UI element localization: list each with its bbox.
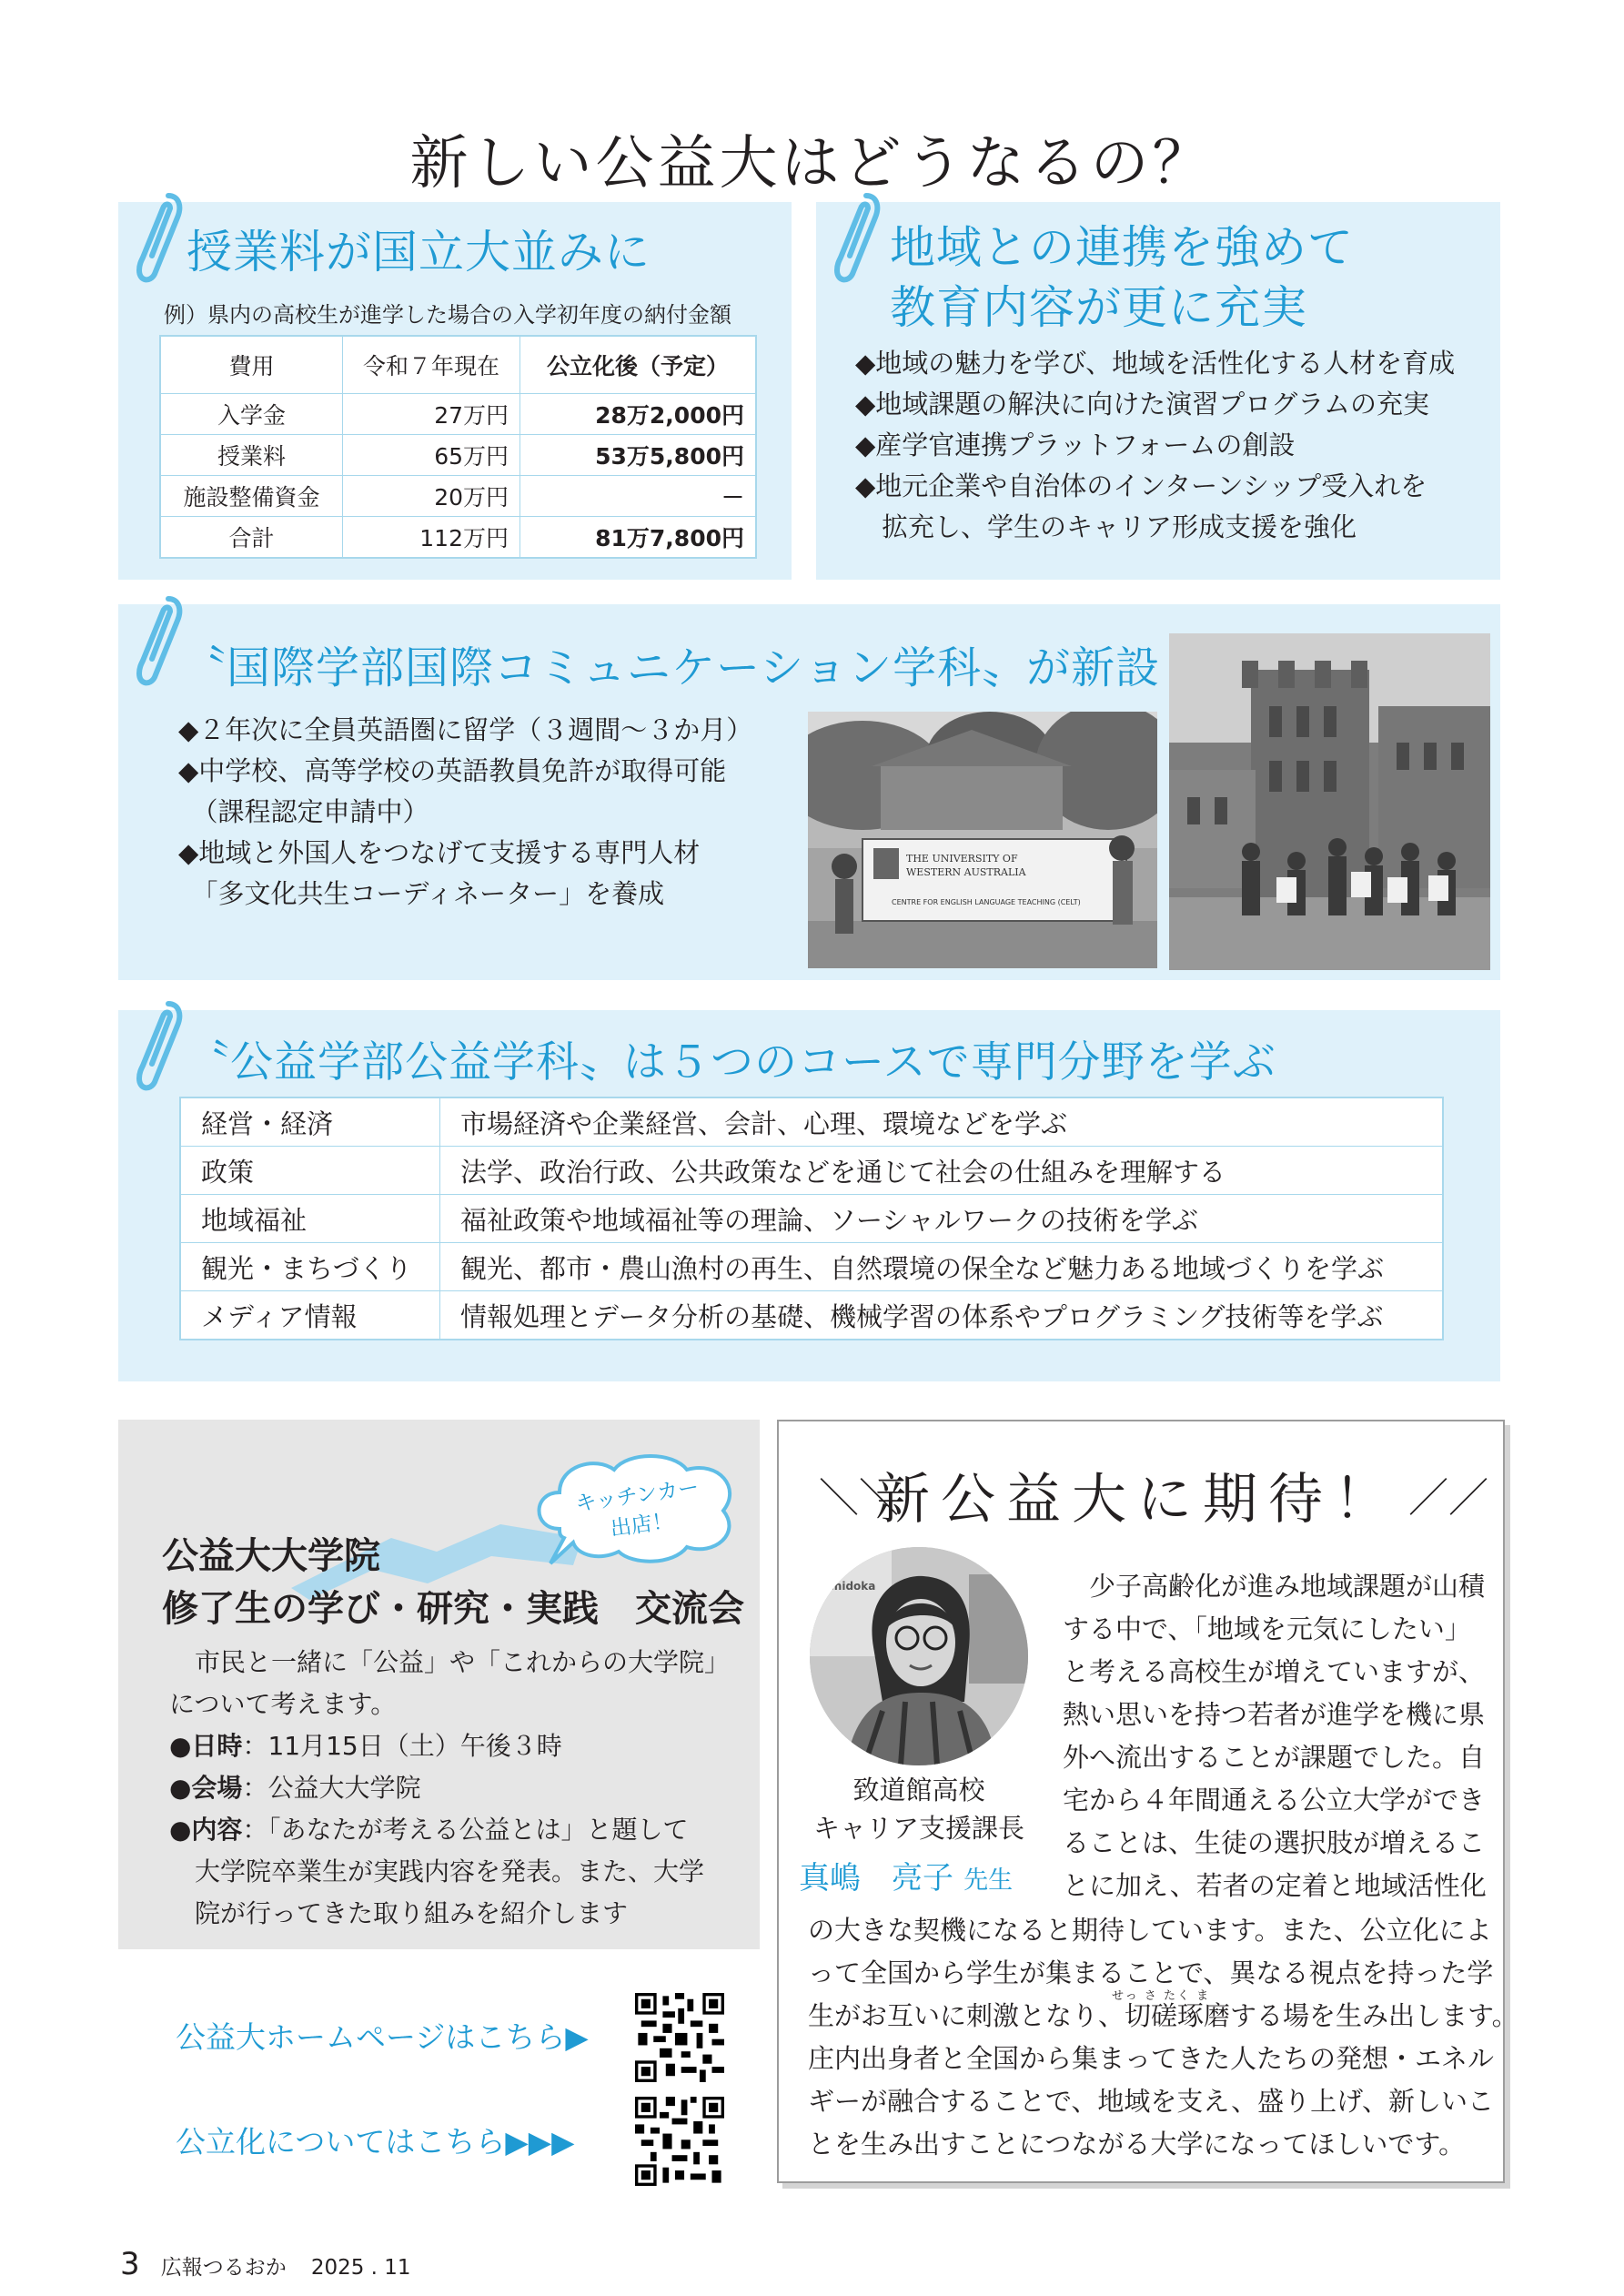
intl-heading: 〝国際学部国際コミュニケーション学科〟が新設: [182, 642, 1161, 693]
table-cell: －: [520, 476, 757, 517]
course-desc: 市場経済や企業経営、会計、心理、環境などを学ぶ: [440, 1097, 1444, 1147]
venue-label: ●会場: [169, 1773, 243, 1803]
speaker-name: [799, 1853, 1013, 1897]
list-item: ◆地域課題の解決に向けた演習プログラムの充実: [855, 389, 1430, 420]
public-link[interactable]: 公立化についてはこちら▶▶▶: [176, 2124, 575, 2159]
courses-heading: 〝公益学部公益学科〟は５つのコースで専門分野を学ぶ: [187, 1037, 1276, 1087]
body-line: 少子高齢化が進み地域課題が山積: [1063, 1571, 1486, 1602]
body-line: と考える高校生が増えていますが、: [1063, 1656, 1486, 1687]
table-row: [180, 1291, 1443, 1340]
table-cell: 81万7,800円: [520, 517, 757, 559]
table-row: [160, 435, 756, 476]
course-name: 政策: [180, 1147, 440, 1195]
intl-list: [178, 710, 752, 915]
table-cell: 施設整備資金: [160, 476, 343, 517]
page-number: 3: [120, 2246, 140, 2282]
body-line: ギーが融合することで、地域を支え、盛り上げ、新しいこ: [808, 2086, 1495, 2117]
graduate-content: [169, 1809, 730, 1851]
sign-text-line3: CENTRE FOR ENGLISH LANGUAGE TEACHING (CELT): [892, 898, 1081, 906]
body-line: 宅から４年間通える公立大学ができ: [1063, 1785, 1486, 1816]
table-header: 費用: [160, 336, 343, 394]
expect-body-right: [1063, 1565, 1487, 1907]
list-item: ◆産学官連携プラットフォームの創設: [855, 430, 1296, 460]
speaker-school: 致道館高校: [852, 1775, 985, 1805]
body-line: する中で、「地域を元気にしたい」: [1063, 1613, 1471, 1644]
courses-table: [179, 1097, 1444, 1340]
graduate-date: [169, 1725, 730, 1767]
region-list: [855, 343, 1455, 548]
table-row: [180, 1147, 1443, 1195]
table-header: 公立化後（予定）: [520, 336, 757, 394]
table-cell: 入学金: [160, 394, 343, 435]
campus-group-photo: [1169, 633, 1490, 970]
list-item: 「多文化共生コーディネーター」を養成: [178, 878, 665, 909]
expect-body-full: [808, 1909, 1518, 2166]
tuition-note: 例）県内の高校生が進学した場合の入学初年度の納付金額: [164, 302, 731, 328]
paperclip-icon: [132, 995, 187, 1095]
table-row: [160, 394, 756, 435]
date-value: ：11月15日（土）午後３時: [242, 1731, 562, 1761]
venue-value: ：公益大大学院: [242, 1773, 421, 1803]
publication-name: 広報つるおか: [160, 2256, 287, 2280]
homepage-qr-code[interactable]: [635, 1993, 724, 2082]
table-cell: 授業料: [160, 435, 343, 476]
portrait-tag-text: Chidoka: [826, 1580, 876, 1593]
list-item: 拡充し、学生のキャリア形成支援を強化: [855, 511, 1357, 542]
uwa-sign-photo: [808, 712, 1157, 968]
body-line: の大きな契機になると期待しています。また、公立化によ: [808, 1915, 1492, 1946]
body-line: とを生み出すことにつながる大学になってほしいです。: [808, 2129, 1466, 2159]
course-desc: 観光、都市・農山漁村の再生、自然環境の保全など魅力ある地域づくりを学ぶ: [440, 1243, 1444, 1291]
speaker-name-text: 真嶋 亮子: [799, 1860, 953, 1896]
date-label: ●日時: [169, 1731, 243, 1761]
body-line: とに加え、若者の定着と地域活性化: [1063, 1870, 1487, 1901]
list-item: ◆中学校、高等学校の英語教員免許が取得可能: [178, 755, 727, 786]
course-desc: 法学、政治行政、公共政策などを通じて社会の仕組みを理解する: [440, 1147, 1444, 1195]
content-label: ●内容: [169, 1815, 243, 1845]
table-row: [160, 476, 756, 517]
graduate-content-line2: 大学院卒業生が実践内容を発表。また、大学: [195, 1856, 705, 1886]
graduate-title-line2: 修了生の学び・研究・実践 交流会: [162, 1588, 744, 1630]
expect-heading: 新公益大に期待！: [875, 1468, 1399, 1532]
sign-text-line2: WESTERN AUSTRALIA: [906, 866, 1026, 878]
body-line: ることは、生徒の選択肢が増えるこ: [1063, 1827, 1486, 1858]
content-value: ：「あなたが考える公益とは」と題して: [242, 1815, 689, 1845]
region-heading-line2: 教育内容が更に充実: [890, 281, 1307, 334]
left-emphasis-lines: ＼＼: [819, 1475, 899, 1522]
table-row: [180, 1097, 1443, 1147]
table-cell: 28万2,000円: [520, 394, 757, 435]
portrait-photo: [810, 1547, 1028, 1765]
course-desc: 情報処理とデータ分析の基礎、機械学習の体系やプログラミング技術等を学ぶ: [440, 1291, 1444, 1340]
bubble-text-line1: キッチンカー: [573, 1475, 701, 1517]
table-row: [180, 1243, 1443, 1291]
body-line: 生がお互いに刺激となり、切磋琢磨する場を生み出します。: [808, 2000, 1518, 2031]
list-item: （課程認定申請中）: [178, 796, 429, 827]
page-title: 新しい公益大はどうなるの？: [409, 130, 1215, 197]
table-row: [180, 1195, 1443, 1243]
graduate-title-line1: 公益大大学院: [162, 1535, 380, 1577]
body-line: 庄内出身者と全国から集まってきた人たちの発想・エネル: [808, 2043, 1495, 2074]
table-cell: 112万円: [343, 517, 520, 559]
sign-text-line1: THE UNIVERSITY OF: [906, 853, 1018, 865]
paperclip-icon: [830, 187, 884, 287]
list-item: ◆地域と外国人をつなげて支援する専門人材: [178, 837, 701, 868]
bubble-text-line2: 出店！: [609, 1509, 675, 1542]
graduate-content-line3: 院が行ってきた取り組みを紹介します: [195, 1898, 629, 1928]
graduate-intro-line1: 市民と一緒に「公益」や「これからの大学院」: [169, 1647, 731, 1677]
tuition-table: [159, 335, 757, 559]
body-line: 外へ流出することが課題でした。自: [1063, 1742, 1486, 1773]
table-cell: 合計: [160, 517, 343, 559]
graduate-intro-line2: について考えます。: [169, 1689, 397, 1719]
list-item: ◆地域の魅力を学び、地域を活性化する人材を育成: [855, 348, 1456, 379]
tuition-heading: 授業料が国立大並みに: [187, 226, 651, 278]
course-name: 観光・まちづくり: [180, 1243, 440, 1291]
table-row: [160, 336, 756, 394]
speaker-role: キャリア支援課長: [812, 1813, 1024, 1844]
ruby-text: せっ さ たく ま: [1112, 1989, 1211, 2003]
footer: [120, 2246, 411, 2282]
paperclip-icon: [132, 187, 187, 287]
body-line: 熱い思いを持つ若者が進学を機に県: [1063, 1699, 1486, 1730]
public-qr-code[interactable]: [635, 2097, 724, 2186]
right-emphasis-lines: ／／: [1408, 1475, 1488, 1522]
course-desc: 福祉政策や地域福祉等の理論、ソーシャルワークの技術を学ぶ: [440, 1195, 1444, 1243]
course-name: 地域福祉: [180, 1195, 440, 1243]
body-line: って全国から学生が集まることで、異なる視点を持った学: [808, 1957, 1494, 1988]
paperclip-icon: [132, 590, 187, 690]
graduate-venue: [169, 1767, 730, 1809]
table-cell: 65万円: [343, 435, 520, 476]
homepage-link[interactable]: 公益大ホームページはこちら▶: [176, 2019, 589, 2055]
table-row: [160, 517, 756, 559]
course-name: メディア情報: [180, 1291, 440, 1340]
table-header: 令和７年現在: [343, 336, 520, 394]
region-heading-line1: 地域との連携を強めて: [890, 221, 1354, 274]
issue-date: 2025 . 11: [310, 2256, 411, 2280]
list-item: ◆２年次に全員英語圏に留学（３週間～３か月）: [178, 714, 753, 745]
table-cell: 27万円: [343, 394, 520, 435]
table-cell: 20万円: [343, 476, 520, 517]
course-name: 経営・経済: [180, 1097, 440, 1147]
graduate-details: [169, 1642, 730, 1935]
speaker-honorific: 先生: [963, 1866, 1014, 1895]
table-cell: 53万5,800円: [520, 435, 757, 476]
list-item: ◆地元企業や自治体のインターンシップ受入れを: [855, 470, 1427, 501]
